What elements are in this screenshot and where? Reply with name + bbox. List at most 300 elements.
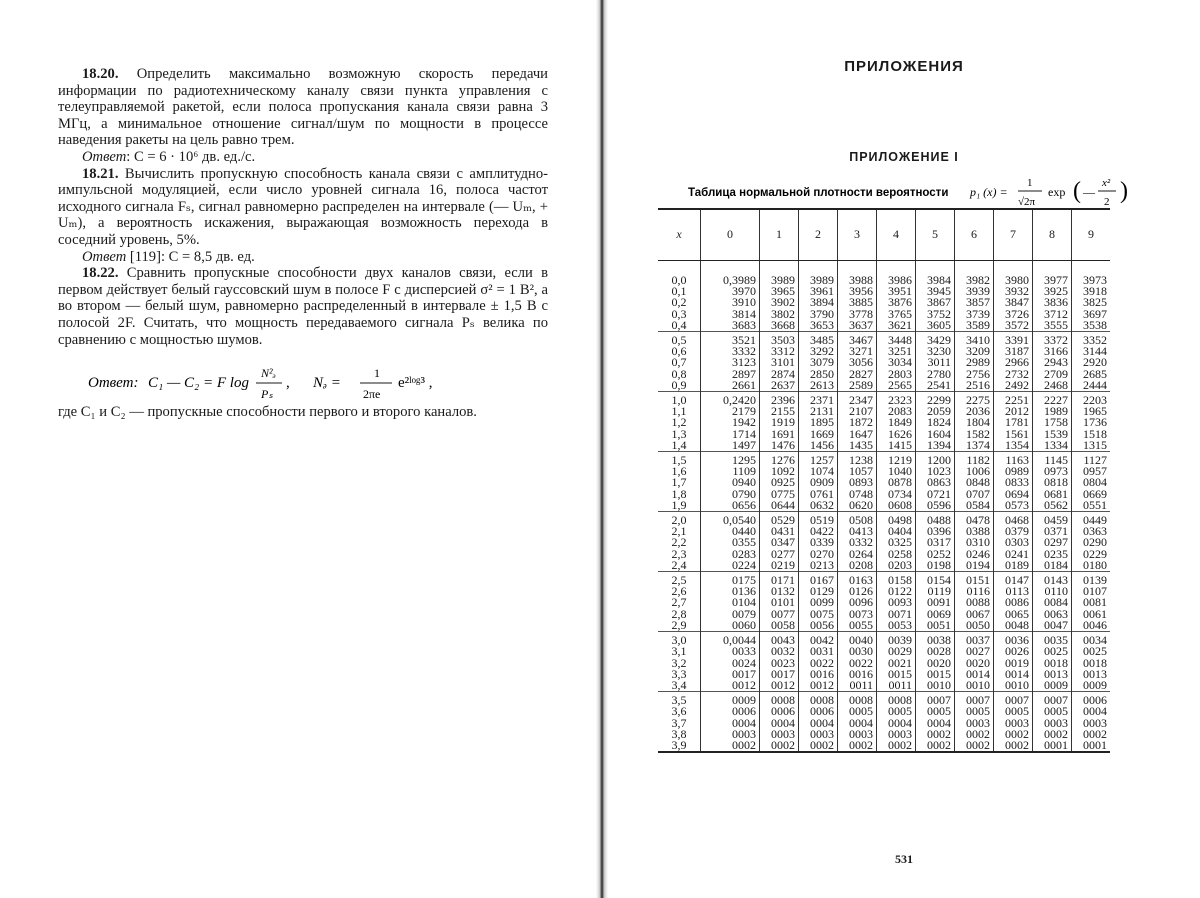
value-cell: 0003 xyxy=(838,729,877,740)
value-cell: 3965 xyxy=(760,286,799,297)
table-row xyxy=(658,500,1110,512)
value-cell: 3925 xyxy=(1033,286,1072,297)
header-cell: 8 xyxy=(1033,209,1072,261)
value-cell: 2227 xyxy=(1033,392,1072,407)
value-cell: 0833 xyxy=(994,477,1033,488)
value-cell: 0005 xyxy=(1033,706,1072,717)
value-cell: 0043 xyxy=(760,632,799,647)
value-cell: 0002 xyxy=(955,740,994,752)
value-cell: 0002 xyxy=(1072,729,1111,740)
value-cell: 0669 xyxy=(1072,489,1111,500)
value-cell: 2012 xyxy=(994,406,1033,417)
value-cell: 2323 xyxy=(877,392,916,407)
answer-text: [119]: C = 8,5 дв. ед. xyxy=(126,248,255,265)
value-cell: 2874 xyxy=(760,369,799,380)
value-cell: 3538 xyxy=(1072,320,1111,332)
value-cell: 0093 xyxy=(877,597,916,608)
fraction-numerator-2: 1 xyxy=(374,366,380,381)
answer-label: Ответ: xyxy=(88,375,139,392)
value-cell: 0848 xyxy=(955,477,994,488)
table-row xyxy=(658,380,1110,392)
value-cell: 1824 xyxy=(916,417,955,428)
value-cell: 0015 xyxy=(877,669,916,680)
value-cell: 0017 xyxy=(701,669,760,680)
row-x-cell: 3,3 xyxy=(671,666,687,681)
value-cell: 2920 xyxy=(1072,357,1111,368)
table-row xyxy=(658,466,1110,477)
value-cell: 1315 xyxy=(1072,440,1111,452)
value-cell: 0573 xyxy=(994,500,1033,512)
value-cell: 0973 xyxy=(1033,466,1072,477)
value-cell: 0004 xyxy=(701,718,760,729)
value-cell: 0073 xyxy=(838,609,877,620)
table-row xyxy=(658,369,1110,380)
value-cell: 0129 xyxy=(799,586,838,597)
value-cell: 0632 xyxy=(799,500,838,512)
value-cell: 0011 xyxy=(877,680,916,692)
value-cell: 0002 xyxy=(994,729,1033,740)
row-x-cell: 0,7 xyxy=(671,355,687,370)
row-x-cell: 1,2 xyxy=(671,415,687,430)
value-cell: 3910 xyxy=(701,297,760,308)
value-cell: 0004 xyxy=(838,718,877,729)
row-x-cell: 3,6 xyxy=(671,704,687,719)
value-cell: 1435 xyxy=(838,440,877,452)
answer-text: : C = 6 · 10⁶ дв. ед./с. xyxy=(126,148,256,165)
value-cell: 0027 xyxy=(955,646,994,657)
value-cell: 0290 xyxy=(1072,537,1111,548)
header-cell: 9 xyxy=(1072,209,1111,261)
table-row xyxy=(658,309,1110,320)
value-cell: 0008 xyxy=(799,692,838,707)
table-row xyxy=(658,477,1110,488)
row-x-cell: 0,6 xyxy=(671,344,687,359)
value-cell: 1295 xyxy=(701,452,760,467)
value-cell: 1626 xyxy=(877,429,916,440)
value-cell: 0002 xyxy=(955,729,994,740)
value-cell: 3932 xyxy=(994,286,1033,297)
value-cell: 2661 xyxy=(701,380,760,392)
value-cell: 2396 xyxy=(760,392,799,407)
value-cell: 0016 xyxy=(799,669,838,680)
value-cell: 2347 xyxy=(838,392,877,407)
value-cell: 3876 xyxy=(877,297,916,308)
value-cell: 2444 xyxy=(1072,380,1111,392)
row-x-cell: 0,2 xyxy=(671,295,687,310)
value-cell: 0001 xyxy=(1072,740,1111,752)
answer-label: Ответ xyxy=(82,148,127,165)
value-cell: 0009 xyxy=(701,692,760,707)
value-cell: 0014 xyxy=(994,669,1033,680)
value-cell: 0297 xyxy=(1033,537,1072,548)
value-cell: 0081 xyxy=(1072,597,1111,608)
row-x-cell: 0,1 xyxy=(671,284,687,299)
row-x-cell: 0,5 xyxy=(658,332,701,347)
value-cell: 3589 xyxy=(955,320,994,332)
caption-minus: — xyxy=(1083,185,1095,199)
value-cell: 0519 xyxy=(799,512,838,527)
value-cell: 0241 xyxy=(994,549,1033,560)
value-cell: 0101 xyxy=(760,597,799,608)
value-cell: 2541 xyxy=(916,380,955,392)
value-cell: 1647 xyxy=(838,429,877,440)
value-cell: 0184 xyxy=(1033,560,1072,572)
table-row xyxy=(658,429,1110,440)
table-row xyxy=(658,597,1110,608)
value-cell: 0022 xyxy=(799,658,838,669)
value-cell: 3918 xyxy=(1072,286,1111,297)
table-row xyxy=(658,740,1110,752)
value-cell: 3885 xyxy=(838,297,877,308)
value-cell: 2565 xyxy=(877,380,916,392)
value-cell: 0213 xyxy=(799,560,838,572)
value-cell: 3726 xyxy=(994,309,1033,320)
value-cell: 2179 xyxy=(701,406,760,417)
value-cell: 1518 xyxy=(1072,429,1111,440)
value-cell: 0010 xyxy=(916,680,955,692)
value-cell: 0091 xyxy=(916,597,955,608)
value-cell: 3621 xyxy=(877,320,916,332)
left-page xyxy=(0,0,596,898)
row-x-cell: 3,9 xyxy=(671,737,687,752)
value-cell: 0893 xyxy=(838,477,877,488)
table-header-row xyxy=(658,209,1110,261)
value-cell: 0012 xyxy=(701,680,760,692)
value-cell: 0007 xyxy=(994,692,1033,707)
value-cell: 1604 xyxy=(916,429,955,440)
table-row xyxy=(658,357,1110,368)
value-cell: 3683 xyxy=(701,320,760,332)
problem-18-20 xyxy=(58,66,548,149)
value-cell: 1057 xyxy=(838,466,877,477)
value-cell: 0018 xyxy=(1033,658,1072,669)
value-cell: 0175 xyxy=(701,572,760,587)
value-cell: 3984 xyxy=(916,261,955,287)
value-cell: 1942 xyxy=(701,417,760,428)
row-x-cell: 3,1 xyxy=(671,644,687,659)
value-cell: 1758 xyxy=(1033,417,1072,428)
value-cell: 1127 xyxy=(1072,452,1111,467)
row-x-cell: 2,6 xyxy=(671,584,687,599)
table-row xyxy=(658,286,1110,297)
value-cell: 3056 xyxy=(838,357,877,368)
value-cell: 2203 xyxy=(1072,392,1111,407)
answer-18-22-formula xyxy=(58,358,548,404)
value-cell: 1145 xyxy=(1033,452,1072,467)
value-cell: 0863 xyxy=(916,477,955,488)
value-cell: 0,0044 xyxy=(701,632,760,647)
value-cell: 1669 xyxy=(799,429,838,440)
value-cell: 0039 xyxy=(877,632,916,647)
value-cell: 0013 xyxy=(1072,669,1111,680)
value-cell: 0003 xyxy=(1033,718,1072,729)
answer-label: Ответ xyxy=(82,248,127,265)
value-cell: 2756 xyxy=(955,369,994,380)
value-cell: 0478 xyxy=(955,512,994,527)
value-cell: 0310 xyxy=(955,537,994,548)
value-cell: 0,0540 xyxy=(701,512,760,527)
value-cell: 3847 xyxy=(994,297,1033,308)
value-cell: 0355 xyxy=(701,537,760,548)
value-cell: 3251 xyxy=(877,346,916,357)
value-cell: 0048 xyxy=(994,620,1033,632)
row-x-cell: 2,7 xyxy=(671,595,687,610)
answer-formula-svg xyxy=(58,358,538,404)
value-cell: 1354 xyxy=(994,440,1033,452)
value-cell: 0422 xyxy=(799,526,838,537)
value-cell: 0008 xyxy=(838,692,877,707)
value-cell: 3697 xyxy=(1072,309,1111,320)
value-cell: 0029 xyxy=(877,646,916,657)
value-cell: 0028 xyxy=(916,646,955,657)
value-cell: 3836 xyxy=(1033,297,1072,308)
value-cell: 3802 xyxy=(760,309,799,320)
row-x-cell: 0,4 xyxy=(671,317,687,332)
value-cell: 3503 xyxy=(760,332,799,347)
value-cell: 0431 xyxy=(760,526,799,537)
value-cell: 0079 xyxy=(701,609,760,620)
table-bottom-rule xyxy=(658,752,1110,755)
value-cell: 0104 xyxy=(701,597,760,608)
value-cell: 3391 xyxy=(994,332,1033,347)
row-x-cell: 1,5 xyxy=(658,452,701,467)
value-cell: 0004 xyxy=(877,718,916,729)
value-cell: 0008 xyxy=(760,692,799,707)
value-cell: 0014 xyxy=(955,669,994,680)
value-cell: 0012 xyxy=(760,680,799,692)
value-cell: 3739 xyxy=(955,309,994,320)
value-cell: 2299 xyxy=(916,392,955,407)
row-x-cell: 0,9 xyxy=(671,377,687,392)
value-cell: 0002 xyxy=(916,729,955,740)
value-cell: 0025 xyxy=(1033,646,1072,657)
value-cell: 0748 xyxy=(838,489,877,500)
value-cell: 0042 xyxy=(799,632,838,647)
value-cell: 0035 xyxy=(1033,632,1072,647)
value-cell: 0002 xyxy=(916,740,955,752)
value-cell: 3079 xyxy=(799,357,838,368)
value-cell: 0069 xyxy=(916,609,955,620)
row-x-cell: 2,2 xyxy=(671,535,687,550)
value-cell: 3902 xyxy=(760,297,799,308)
value-cell: 0804 xyxy=(1072,477,1111,488)
value-cell: 0143 xyxy=(1033,572,1072,587)
caption-frac-num: 1 xyxy=(1027,177,1033,189)
caption-formula: p₁ (x) = xyxy=(970,185,1008,199)
value-cell: 0023 xyxy=(760,658,799,669)
value-cell: 0396 xyxy=(916,526,955,537)
table-row xyxy=(658,658,1110,669)
value-cell: 2059 xyxy=(916,406,955,417)
value-cell: 0002 xyxy=(1033,729,1072,740)
value-cell: 1006 xyxy=(955,466,994,477)
value-cell: 0110 xyxy=(1033,586,1072,597)
table-row xyxy=(658,440,1110,452)
value-cell: 3166 xyxy=(1033,346,1072,357)
value-cell: 3410 xyxy=(955,332,994,347)
header-cell: 0 xyxy=(701,209,760,261)
value-cell: 0001 xyxy=(1033,740,1072,752)
value-cell: 0005 xyxy=(838,706,877,717)
value-cell: 0562 xyxy=(1033,500,1072,512)
caption-paren-left: ( xyxy=(1073,178,1081,204)
value-cell: 0317 xyxy=(916,537,955,548)
value-cell: 0006 xyxy=(701,706,760,717)
value-cell: 0065 xyxy=(994,609,1033,620)
value-cell: 1781 xyxy=(994,417,1033,428)
value-cell: 0198 xyxy=(916,560,955,572)
appendix-heading: ПРИЛОЖЕНИЕ I xyxy=(849,150,959,164)
value-cell: 2589 xyxy=(838,380,877,392)
value-cell: 2709 xyxy=(1033,369,1072,380)
table-row xyxy=(658,692,1110,707)
value-cell: 0005 xyxy=(877,706,916,717)
value-cell: 0208 xyxy=(838,560,877,572)
value-cell: 2637 xyxy=(760,380,799,392)
value-cell: 0707 xyxy=(955,489,994,500)
value-cell: 0012 xyxy=(799,680,838,692)
value-cell: 0229 xyxy=(1072,549,1111,560)
caption-exp-den: 2 xyxy=(1104,196,1110,208)
value-cell: 2780 xyxy=(916,369,955,380)
value-cell: 1238 xyxy=(838,452,877,467)
value-cell: 0303 xyxy=(994,537,1033,548)
value-cell: 1895 xyxy=(799,417,838,428)
table-body xyxy=(658,261,1110,753)
value-cell: 3945 xyxy=(916,286,955,297)
value-cell: 0046 xyxy=(1072,620,1111,632)
value-cell: 0325 xyxy=(877,537,916,548)
value-cell: 1040 xyxy=(877,466,916,477)
value-cell: 0006 xyxy=(760,706,799,717)
value-cell: 2107 xyxy=(838,406,877,417)
value-cell: 0790 xyxy=(701,489,760,500)
table-row xyxy=(658,729,1110,740)
table-row xyxy=(658,489,1110,500)
value-cell: 0007 xyxy=(916,692,955,707)
table-row xyxy=(658,346,1110,357)
value-cell: 0060 xyxy=(701,620,760,632)
row-x-cell: 2,5 xyxy=(658,572,701,587)
value-cell: 0163 xyxy=(838,572,877,587)
value-cell: 0010 xyxy=(994,680,1033,692)
value-cell: 2251 xyxy=(994,392,1033,407)
value-cell: 0004 xyxy=(1072,706,1111,717)
value-cell: 0126 xyxy=(838,586,877,597)
value-cell: 0002 xyxy=(877,740,916,752)
table-row xyxy=(658,297,1110,308)
row-x-cell: 1,0 xyxy=(658,392,701,407)
value-cell: 0009 xyxy=(1033,680,1072,692)
value-cell: 0003 xyxy=(955,718,994,729)
value-cell: 0139 xyxy=(1072,572,1111,587)
fraction-numerator: N²ₔ xyxy=(261,366,276,381)
value-cell: 2803 xyxy=(877,369,916,380)
value-cell: 0005 xyxy=(955,706,994,717)
value-cell: 0024 xyxy=(701,658,760,669)
value-cell: 2613 xyxy=(799,380,838,392)
value-cell: 0067 xyxy=(955,609,994,620)
value-cell: 2492 xyxy=(994,380,1033,392)
value-cell: 0379 xyxy=(994,526,1033,537)
value-cell: 0005 xyxy=(994,706,1033,717)
value-cell: 3312 xyxy=(760,346,799,357)
where-text: где C₁ и C₂ — пропускные способности первого и второго каналов. xyxy=(58,404,477,421)
value-cell: 0071 xyxy=(877,609,916,620)
value-cell: 0413 xyxy=(838,526,877,537)
value-cell: 0033 xyxy=(701,646,760,657)
value-cell: 0107 xyxy=(1072,586,1111,597)
value-cell: 0721 xyxy=(916,489,955,500)
value-cell: 1989 xyxy=(1033,406,1072,417)
value-cell: 2131 xyxy=(799,406,838,417)
formula-lhs: C₁ — C₂ = F log xyxy=(148,375,249,392)
value-cell: 0551 xyxy=(1072,500,1111,512)
value-cell: 0180 xyxy=(1072,560,1111,572)
value-cell: 3011 xyxy=(916,357,955,368)
normal-density-table xyxy=(658,208,1110,755)
fraction-denominator: Pₛ xyxy=(261,387,273,402)
value-cell: 0529 xyxy=(760,512,799,527)
row-x-cell: 2,0 xyxy=(658,512,701,527)
page-number: 531 xyxy=(895,852,913,866)
row-x-cell: 0,0 xyxy=(671,273,687,287)
value-cell: 3230 xyxy=(916,346,955,357)
value-cell: 1539 xyxy=(1033,429,1072,440)
value-cell: 0003 xyxy=(701,729,760,740)
table-row xyxy=(658,320,1110,332)
value-cell: 0008 xyxy=(877,692,916,707)
caption-exp: exp xyxy=(1048,185,1066,199)
table-row xyxy=(658,718,1110,729)
value-cell: 0925 xyxy=(760,477,799,488)
value-cell: 0053 xyxy=(877,620,916,632)
table-row xyxy=(658,572,1110,587)
value-cell: 0002 xyxy=(760,740,799,752)
value-cell: 1804 xyxy=(955,417,994,428)
value-cell: 3668 xyxy=(760,320,799,332)
value-cell: 3939 xyxy=(955,286,994,297)
value-cell: 3973 xyxy=(1072,261,1111,287)
value-cell: 3867 xyxy=(916,297,955,308)
value-cell: 1394 xyxy=(916,440,955,452)
value-cell: 0096 xyxy=(838,597,877,608)
value-cell: 0061 xyxy=(1072,609,1111,620)
problem-number: 18.21. xyxy=(82,165,119,182)
value-cell: 1714 xyxy=(701,429,760,440)
value-cell: 0989 xyxy=(994,466,1033,477)
problem-text: Вычислить пропускную способность канала связи с амплитудно-импульсной модуляцией, если число уровней сигнала 16, полоса частот исходного сигнала Fₛ, сигнал равномерно распределен на интервале (— Uₘ, + Uₘ), а вероятность искажения, выражающая возможность перехода в соседний уровень, 5%. xyxy=(58,165,548,248)
value-cell: 0878 xyxy=(877,477,916,488)
value-cell: 0167 xyxy=(799,572,838,587)
table-caption xyxy=(688,170,1158,210)
value-cell: 0132 xyxy=(760,586,799,597)
value-cell: 0063 xyxy=(1033,609,1072,620)
value-cell: 3572 xyxy=(994,320,1033,332)
value-cell: 3961 xyxy=(799,286,838,297)
value-cell: 0003 xyxy=(877,729,916,740)
table-row xyxy=(658,392,1110,407)
value-cell: 0270 xyxy=(799,549,838,560)
value-cell: 2083 xyxy=(877,406,916,417)
header-cell: 2 xyxy=(799,209,838,261)
header-cell: 5 xyxy=(916,209,955,261)
value-cell: 2371 xyxy=(799,392,838,407)
row-x-cell: 1,6 xyxy=(671,464,687,479)
row-x-cell: 2,1 xyxy=(671,524,687,539)
value-cell: 0620 xyxy=(838,500,877,512)
value-cell: 3653 xyxy=(799,320,838,332)
